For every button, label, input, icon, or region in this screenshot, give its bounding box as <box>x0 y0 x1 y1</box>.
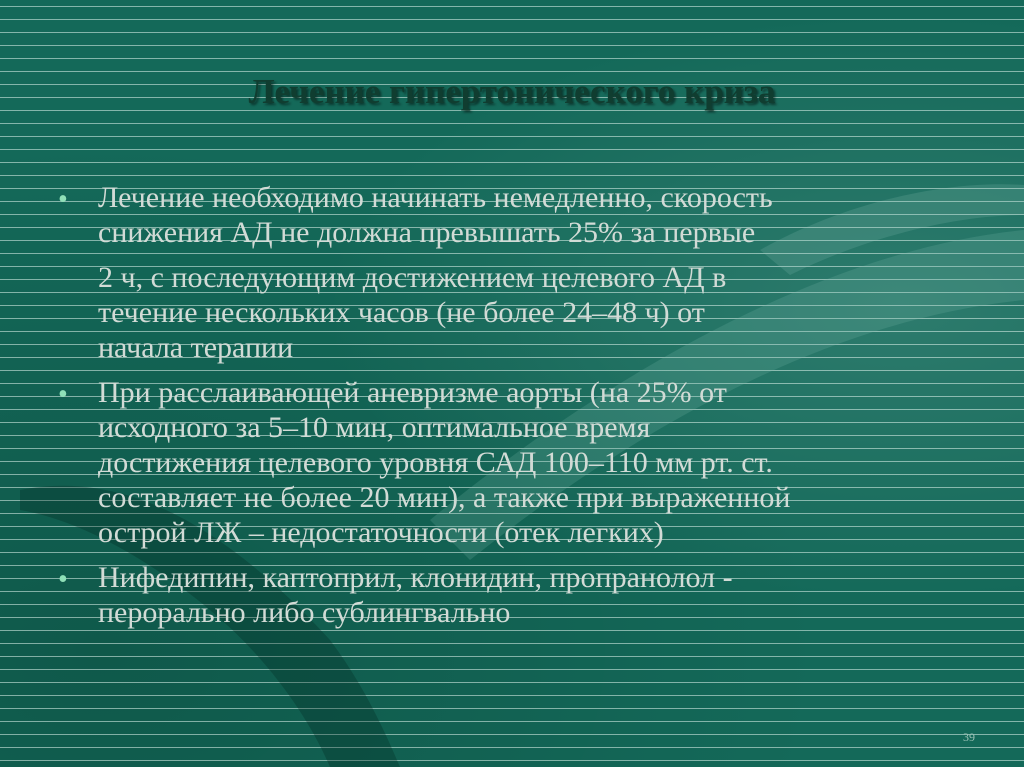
slide-title: Лечение гипертонического криза <box>248 72 776 111</box>
bullet-list <box>58 180 993 630</box>
bullet-item-2 <box>58 375 993 550</box>
page-number: 39 <box>963 730 975 744</box>
bullet-marker: • <box>58 184 68 215</box>
bullet-marker: • <box>58 564 68 595</box>
bullet-text-2: При расслаивающей аневризме аорты (на 25% от исходного за 5–10 мин, оптимальное время достижения целевого уровня САД 100–110 мм рт. ст. составляет не более 20 мин), а также при выраженной острой ЛЖ – недостаточности (отек легких) <box>98 376 791 549</box>
bullet-text-1a: Лечение необходимо начинать немедленно, скорость снижения АД не должна превышать 25% за первые <box>98 181 773 249</box>
bullet-item-1 <box>58 180 993 365</box>
bullet-text-1b: 2 ч, с последующим достижением целевого АД в течение нескольких часов (не более 24–48 ч) от начала терапии <box>98 261 727 364</box>
bullet-item-3 <box>58 560 993 630</box>
bullet-text-3: Нифедипин, каптоприл, клонидин, пропранолол - перорально либо сублингвально <box>98 561 733 629</box>
bullet-marker: • <box>58 379 68 410</box>
